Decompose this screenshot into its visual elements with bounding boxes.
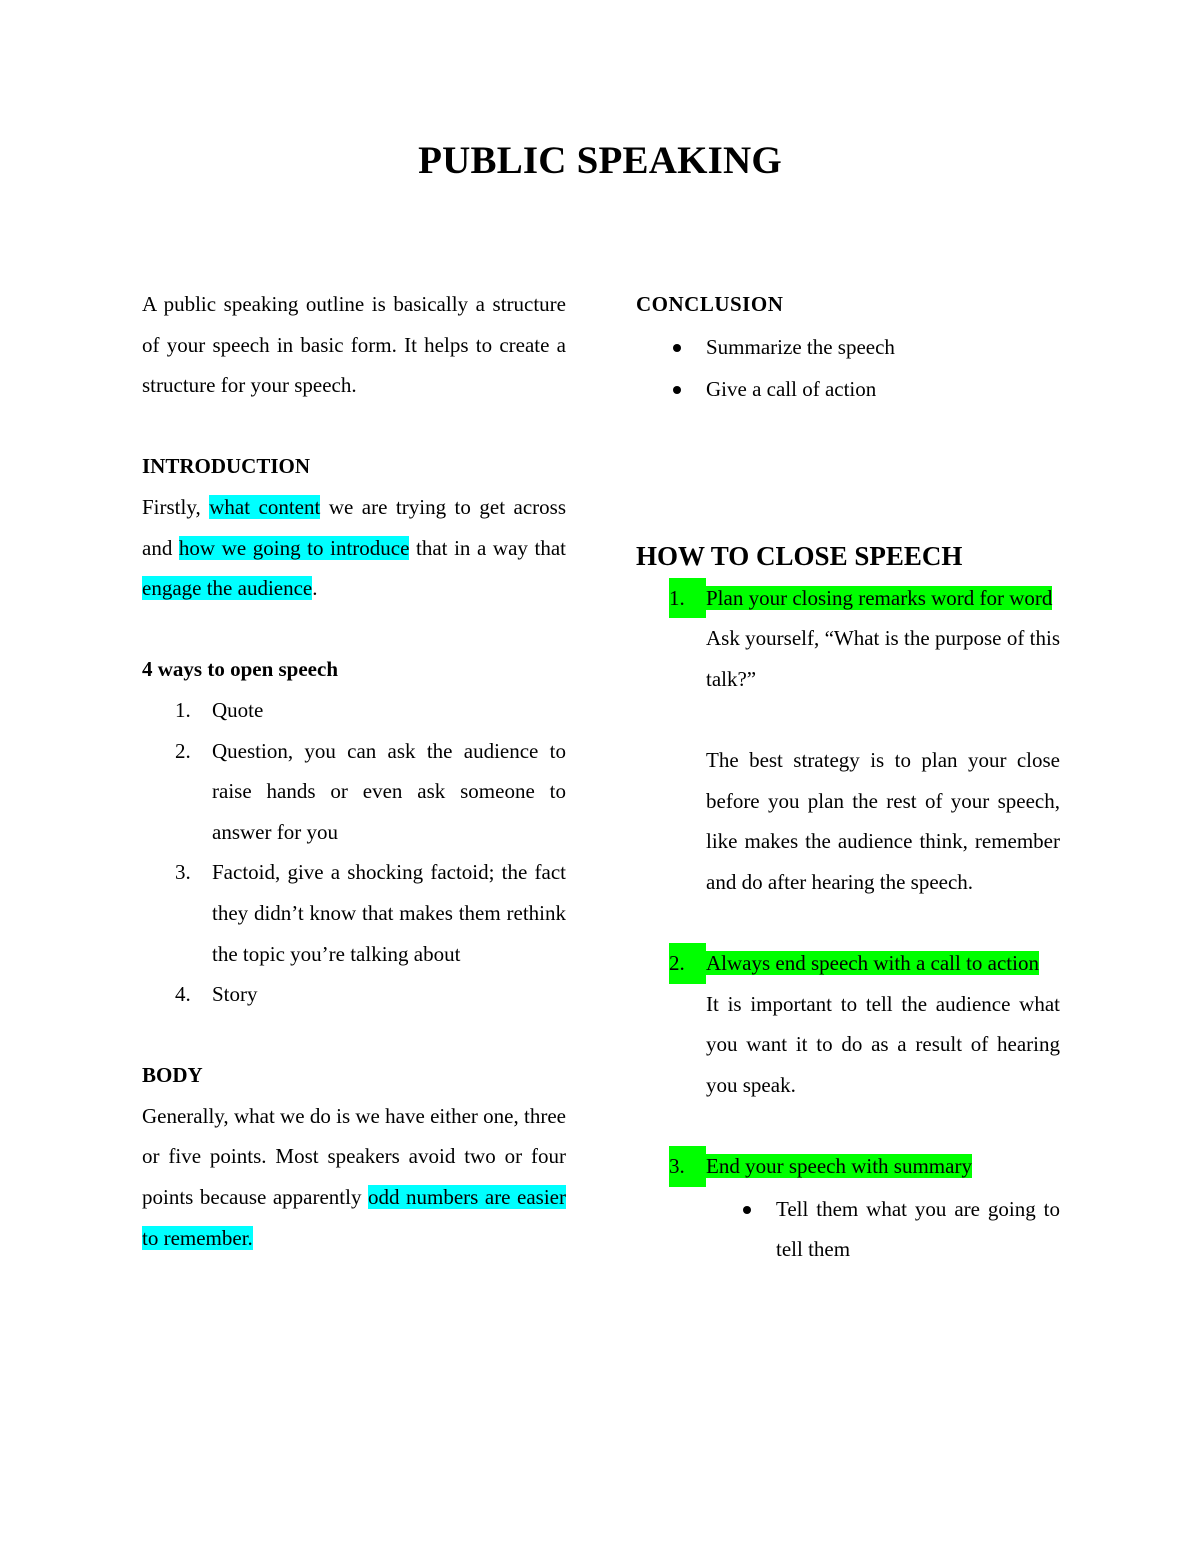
list-item xyxy=(636,327,1060,368)
step-title xyxy=(706,1146,1060,1187)
list-number: 3. xyxy=(175,860,191,885)
list-item xyxy=(142,690,566,731)
list-item xyxy=(636,369,1060,410)
highlight-how-introduce: how we going to introduce xyxy=(178,535,410,560)
introduction-paragraph xyxy=(142,487,566,609)
step-number: 2. xyxy=(669,943,706,984)
bullet-icon xyxy=(673,386,681,394)
list-item-text: Tell them what you are going to tell them xyxy=(776,1196,1060,1262)
list-number: 1. xyxy=(175,697,191,722)
highlight-engage-audience: engage the audience xyxy=(142,576,313,601)
introduction-heading: INTRODUCTION xyxy=(142,454,311,479)
list-item-text: Quote xyxy=(212,697,264,722)
step-paragraph: Ask yourself, “What is the purpose of this talk?” xyxy=(706,626,1060,691)
step-title-highlight: Plan your closing remarks word for word xyxy=(706,585,1053,610)
list-item xyxy=(636,1189,1060,1270)
step-title xyxy=(706,578,1060,619)
intro-paragraph: A public speaking outline is basically a structure of your speech in basic form. It helps to create a structure for your speech. xyxy=(142,292,566,398)
conclusion-heading: CONCLUSION xyxy=(636,292,784,316)
left-column xyxy=(142,284,566,1258)
introduction-text: Firstly, xyxy=(142,494,210,519)
close-step xyxy=(636,578,1060,619)
list-item-text: Summarize the speech xyxy=(706,334,895,359)
introduction-text: we are trying to get across and xyxy=(142,494,566,560)
list-item-text: Give a call of action xyxy=(706,377,877,402)
ways-heading: 4 ways to open speech xyxy=(142,657,339,682)
ways-list xyxy=(142,690,566,1015)
step-paragraph: It is important to tell the audience what you want it to do as a result of hearing you speak. xyxy=(706,991,1060,1097)
list-item xyxy=(142,731,566,853)
list-item-text: Question, you can ask the audience to raise hands or even ask someone to answer for you xyxy=(212,738,566,844)
list-item xyxy=(142,974,566,1015)
list-number: 2. xyxy=(175,738,191,763)
right-column xyxy=(636,284,1060,1270)
step-title xyxy=(706,943,1060,984)
list-item-text: Factoid, give a shocking factoid; the fact they didn’t know that makes them rethink the topic you’re talking about xyxy=(212,860,566,966)
close-speech-heading: HOW TO CLOSE SPEECH xyxy=(636,540,963,571)
introduction-text: that in a way that xyxy=(409,535,567,560)
list-number: 4. xyxy=(175,982,191,1007)
page-title: PUBLIC SPEAKING xyxy=(418,139,782,182)
step-number: 3. xyxy=(669,1146,706,1187)
introduction-text: . xyxy=(312,576,318,601)
close-step xyxy=(636,1146,1060,1187)
step-title-highlight: End your speech with summary xyxy=(706,1154,972,1179)
highlight-what-content: what content xyxy=(209,494,321,519)
bullet-icon xyxy=(743,1206,751,1214)
body-heading: BODY xyxy=(142,1063,203,1088)
bullet-icon xyxy=(673,344,681,352)
highlight-odd-numbers: odd numbers are easier to remember. xyxy=(142,1185,566,1250)
body-paragraph xyxy=(142,1096,566,1258)
list-item xyxy=(142,852,566,974)
step-title-highlight: Always end speech with a call to action xyxy=(706,951,1039,976)
list-item-text: Story xyxy=(212,982,258,1007)
step-number: 1. xyxy=(669,578,706,619)
close-step xyxy=(636,943,1060,984)
step-paragraph: The best strategy is to plan your close before you plan the rest of your speech, like makes the audience think, remember and do after hearing the speech. xyxy=(706,748,1060,894)
body-text: Generally, what we do is we have either one, three or five points. Most speakers avoid two or four points because apparently xyxy=(142,1103,566,1210)
conclusion-list xyxy=(636,327,1060,410)
